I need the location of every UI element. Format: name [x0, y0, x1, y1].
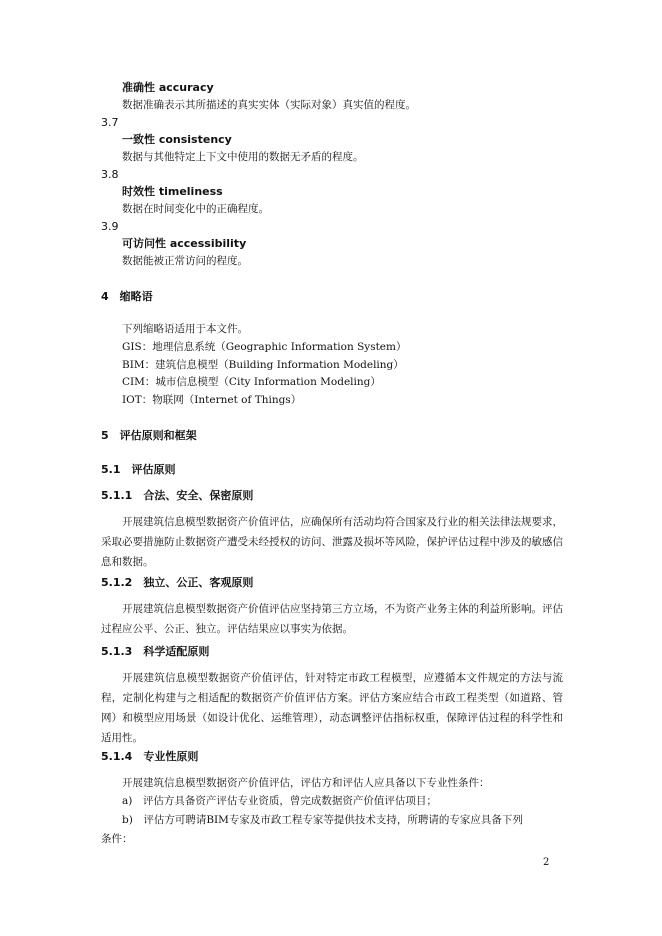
term-number-3-7: 3.7	[101, 116, 119, 129]
section-5-1-1-paragraph: 开展建筑信息模型数据资产价值评估，应确保所有活动均符合国家及行业的相关法律法规要求，采取必要措施防止数据资产遭受未经授权的访问、泄露及损坏等风险，保护评估过程中涉及的敏感信息和数据。	[101, 516, 563, 568]
section-5-1-3-paragraph: 开展建筑信息模型数据资产价值评估，针对特定市政工程模型，应遵循本文件规定的方法与流程，定制化构建与之相适配的数据资产价值评估方案。评估方案应结合市政工程类型（如道路、管网）和模型应用场景（如设计优化、运维管理），动态调整评估指标权重，保障评估过程的科学性和适用性。	[101, 672, 563, 744]
section-5-1-4-paragraph: 开展建筑信息模型数据资产价值评估，评估方和评估人应具备以下专业性条件：	[122, 777, 490, 789]
term-title-accessibility: 可访问性 accessibility	[122, 237, 247, 250]
section-5-1-2-paragraph: 开展建筑信息模型数据资产价值评估应坚持第三方立场，不为资产业务主体的利益所影响。评估过程应公平、公正、独立。评估结果应以事实为依据。	[101, 603, 563, 635]
term-def-timeliness: 数据在时间变化中的正确程度。	[122, 203, 269, 215]
section-4-heading: 4 缩略语	[101, 290, 153, 303]
term-def-accuracy: 数据准确表示其所描述的真实实体（实际对象）真实值的程度。	[122, 99, 416, 111]
section-5-1-3-heading: 5.1.3 科学适配原则	[101, 645, 210, 658]
section-5-1-1-heading: 5.1.1 合法、安全、保密原则	[101, 489, 254, 502]
term-title-timeliness: 时效性 timeliness	[122, 185, 223, 198]
term-def-accessibility: 数据能被正常访问的程度。	[122, 255, 248, 267]
term-def-consistency: 数据与其他特定上下文中使用的数据无矛盾的程度。	[122, 151, 364, 163]
abbrev-item-cim: CIM：城市信息模型（City Information Modeling）	[122, 376, 381, 388]
term-number-3-9: 3.9	[101, 220, 119, 233]
term-number-3-8: 3.8	[101, 168, 119, 181]
section-5-1-4-heading: 5.1.4 专业性原则	[101, 750, 199, 763]
section-5-1-heading: 5.1 评估原则	[101, 463, 176, 476]
term-title-accuracy: 准确性 accuracy	[122, 81, 214, 94]
abbrev-item-bim: BIM：建筑信息模型（Building Information Modeling）	[122, 359, 404, 371]
page-number: 2	[543, 857, 550, 868]
list-item-b-continuation: 条件：	[101, 833, 133, 845]
abbrev-item-gis: GIS：地理信息系统（Geographic Information System）	[122, 341, 407, 353]
list-item-a: a) 评估方具备资产评估专业资质，曾完成数据资产价值评估项目；	[122, 795, 437, 807]
term-title-consistency: 一致性 consistency	[122, 133, 232, 146]
list-item-b: b) 评估方可聘请BIM专家及市政工程专家等提供技术支持，所聘请的专家应具备下列	[122, 814, 523, 826]
abbrev-intro: 下列缩略语适用于本文件。	[122, 323, 248, 335]
abbrev-item-iot: IOT：物联网（Internet of Things）	[122, 394, 302, 406]
section-5-1-2-heading: 5.1.2 独立、公正、客观原则	[101, 576, 254, 589]
section-5-heading: 5 评估原则和框架	[101, 429, 197, 442]
